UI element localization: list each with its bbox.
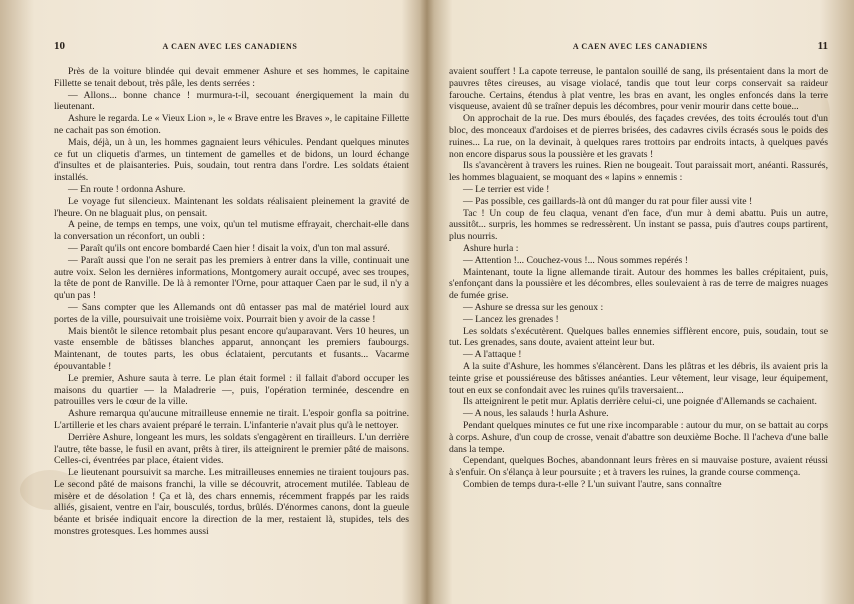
paragraph: avaient souffert ! La capote terreuse, le pantalon souillé de sang, ils présentaient dans la mort de pauvres têtes cireuses, au visage violacé, tandis que tout leur corps conservait sa raideur farouche. Certains, étendus à plat ventre, les bras en avant, les ongles enfoncés dans la terre visqueuse, avaient dû se traîner depuis les décombres, pour venir mourir dans cette boue... bbox=[449, 66, 828, 113]
paragraph: Ashure le regarda. Le « Vieux Lion », le « Brave entre les Braves », le capitaine Fillette ne cachait pas son émotion. bbox=[54, 113, 409, 136]
right-page-number: 11 bbox=[817, 40, 828, 52]
paragraph: — Lancez les grenades ! bbox=[463, 313, 559, 325]
paragraph: Près de la voiture blindée qui devait emmener Ashure et ses hommes, le capitaine Fillette se tenait debout, très pâle, les dents serrées : bbox=[54, 66, 409, 89]
paragraph: Mais bientôt le silence retombait plus pesant encore qu'auparavant. Vers 10 heures, un vaste ensemble de bâtisses blanches apparut, annonçant les premiers faubourgs. Maintenant, de toutes parts, les obus éclataient, percutants et fusants... Vacarme épouvantable ! bbox=[54, 325, 409, 372]
right-page bbox=[427, 0, 854, 604]
paragraph: — A l'attaque ! bbox=[463, 349, 522, 361]
paragraph: Ashure remarqua qu'aucune mitrailleuse ennemie ne tirait. L'espoir gonfla sa poitrine. L'artillerie et les chars avaient préparé le terrain. L'infanterie n'avait plus qu'à le nettoyer. bbox=[54, 408, 409, 431]
paragraph: Le premier, Ashure sauta à terre. Le plan était formel : il fallait d'abord occuper les maisons du quartier — la Maladrerie —, puis, l'opération terminée, descendre en patrouilles vers le cœur de la ville. bbox=[54, 372, 409, 408]
left-page-text bbox=[54, 66, 409, 538]
paragraph: Tac ! Un coup de feu claqua, venant d'en face, d'un mur à demi abattu. Puis un autre, aussitôt... surpris, les hommes se redressèrent. Un instant se passa, puis d'autres coups partirent, plus nourris. bbox=[449, 207, 828, 243]
right-running-head bbox=[449, 40, 828, 62]
paragraph: — A nous, les salauds ! hurla Ashure. bbox=[463, 408, 609, 420]
paragraph: A peine, de temps en temps, une voix, qu'un tel mutisme effrayait, cherchait-elle dans la conversation un réconfort, un oubli : bbox=[54, 219, 409, 243]
paragraph: — Paraît qu'ils ont encore bombardé Caen hier ! disait la voix, d'un ton mal assuré. bbox=[68, 242, 390, 254]
paragraph: — Ashure se dressa sur les genoux : bbox=[463, 301, 604, 313]
paragraph: Ils atteignirent le petit mur. Aplatis derrière celui-ci, une poignée d'Allemands se cachaient. bbox=[463, 396, 817, 408]
paragraph: — Paraît aussi que l'on ne serait pas les premiers à entrer dans la ville, continuait une autre voix. Selon les dernières informations, Montgomery aurait occupé, avec ses troupes, la tête de pont de Ranville. De là à remonter l'Orne, pour attaquer Caen par le sud, il n'y a qu'un pas ! bbox=[54, 254, 409, 302]
paragraph: Mais, déjà, un à un, les hommes gagnaient leurs véhicules. Pendant quelques minutes ce fut un cliquetis d'armes, un tintement de gamelles et de bidons, un lourd échange d'insultes et de plaisanteries. Puis, soudain, tout rentra dans l'ordre. Les soldats étaient installés. bbox=[54, 136, 409, 184]
paragraph: Maintenant, toute la ligne allemande tirait. Autour des hommes les balles crépitaient, puis, s'enfonçant dans la poussière et les décombres, elles soulevaient à ras de terre de maigres nuages de fumée grise. bbox=[449, 266, 828, 302]
paragraph: Derrière Ashure, longeant les murs, les soldats s'engagèrent en tirailleurs. L'un derrière l'autre, tête basse, le fusil en avant, prêts à tirer, ils atteignirent le premier pâté de maisons. Celles-ci, éventrées par place, étaient vides. bbox=[54, 431, 409, 467]
right-head-title: A CAEN AVEC LES CANADIENS bbox=[572, 42, 708, 51]
paragraph: Combien de temps dura-t-elle ? L'un suivant l'autre, sans connaître bbox=[463, 478, 722, 490]
left-page-number: 10 bbox=[54, 40, 65, 52]
paragraph: Cependant, quelques Boches, abandonnant leurs frères en si mauvaise posture, avaient réussi à s'enfuir. On s'élança à leur poursuite ; et à travers les ruines, la grande course commença. bbox=[449, 455, 828, 479]
paragraph: — Le terrier est vide ! bbox=[463, 183, 550, 195]
paragraph: Ashure hurla : bbox=[463, 242, 519, 254]
paragraph: Le lieutenant poursuivit sa marche. Les mitrailleuses ennemies ne tiraient toujours pas. Le second pâté de maisons franchi, la ville se découvrit, atrocement mutilée. Tableau de misère et de désolation ! Ça et là, des chars ennemis, récemment frappés par les raids alliés, gisaient, ventre en l'air, bousculés, tordus, brûlés. D'énormes canons, dont la gueule béante et brisée indiquait encore la direction de la mer, restaient là, stupides, tels des monstres grotesques. Les hommes aussi bbox=[54, 467, 409, 538]
paragraph: Ils s'avancèrent à travers les ruines. Rien ne bougeait. Tout paraissait mort, anéanti. Rassurés, les hommes blaguaient, se moquant des « lapins » ennemis : bbox=[449, 160, 828, 184]
paragraph: — En route ! ordonna Ashure. bbox=[68, 183, 186, 195]
paragraph: — Allons... bonne chance ! murmura-t-il, secouant énergiquement la main du lieutenant. bbox=[54, 89, 409, 113]
left-head-title: A CAEN AVEC LES CANADIENS bbox=[162, 42, 298, 51]
paragraph: — Sans compter que les Allemands ont dû entasser pas mal de matériel lourd aux portes de la ville, poursuivait une troisième voix. Pourrait bien y avoir de la casse ! bbox=[54, 301, 409, 325]
paragraph: — Attention !... Couchez-vous !... Nous sommes repérés ! bbox=[463, 254, 688, 266]
paragraph: Pendant quelques minutes ce fut une rixe incomparable : autour du mur, on se battait au corps à corps. Ashure, d'un coup de crosse, venait d'abattre son deuxième Boche. Il l'acheva d'une balle dans la tempe. bbox=[449, 419, 828, 455]
paragraph: A la suite d'Ashure, les hommes s'élancèrent. Dans les plâtras et les débris, ils avaient pris la teinte grise et poussiéreuse des bâtisses anéanties. Leur vêtement, leur visage, leur équipement, tout en eux se confondait avec les ruines qu'ils traversaient... bbox=[449, 360, 828, 396]
paragraph: — Pas possible, ces gaillards-là ont dû manger du rat pour filer aussi vite ! bbox=[463, 195, 753, 207]
paragraph: On approchait de la rue. Des murs éboulés, des façades crevées, des toits écroulés tout d'un bloc, des monceaux d'ardoises et de pierres brisées, des cadavres civils écrasés sous le poids des ruines... La rue, on la devinait, à quelques rares trottoirs par endroits intacts, à quelques pavés non encore disparus sous la poussière et les gravats ! bbox=[449, 113, 828, 160]
paragraph: Les soldats s'exécutèrent. Quelques balles ennemies sifflèrent encore, puis, soudain, tout se tut. Les grenades, sans doute, avaient atteint leur but. bbox=[449, 325, 828, 349]
paragraph: Le voyage fut silencieux. Maintenant les soldats réalisaient pleinement la gravité de l'heure. On ne blaguait plus, on pensait. bbox=[54, 195, 409, 219]
left-running-head bbox=[54, 40, 409, 62]
right-page-text bbox=[449, 66, 828, 491]
